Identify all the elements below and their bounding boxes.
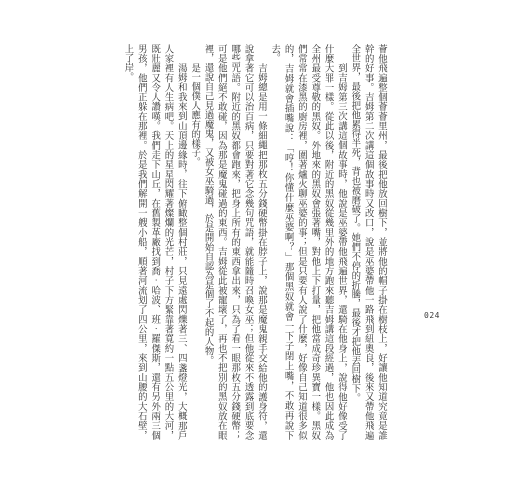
body-text [88, 44, 388, 440]
paragraph-4: 是一個僕人應有的樣子。 [189, 62, 201, 167]
paragraph-5: 湯姆和我來到山頂邊緣時，往下俯瞰整個村莊，只見遠處閃爍著三、四盞燈光，大概那戶人家裡有人生病吧。天上的星星閃耀著燦爛的光芒，村子下方緊靠著寬約一點五公里的大河，既壯麗又令人讚嘆。我們走下山丘，在舊製革廠找到喬‧哈波、班‧羅傑斯，還有另外兩三個男孩，他們正躲在那裡。於是我們解開一艘小船，順著河流划了四公里，來到山腰的大石壁，上了岸。 [122, 44, 187, 440]
paragraph-3: 吉姆總是用一條細繩把那枚五分錢硬幣掛在脖子上，說那是魔鬼親手交給他的護身符，還說拿著它可以治百病，只要對著它念幾句咒語，就能隨時召喚女巫；但他從來不透露到底要念哪些咒語。附近的黑奴都會跑來，把身上所有的東西拿出來，只為了看一眼那枚五分錢硬幣；可是他們絕不敢碰，因為那是魔鬼碰過的東西。吉姆從此被寵壞了，再也不把別的黑奴放在眼裡，還說自己見過魔鬼，又被女巫騎過，於是開始自認為是個了不起的人物。 [202, 44, 267, 440]
paragraph-1: 薈他飛遍整個薈薈里州，最後把他放回樹下，並將他的帽子掛在樹枝上，好讓他知道究竟是誰幹的好事。吉姆第二次講這個故事時又改口，說是巫婆帶他一路飛到紐奧良，後來又帶他飛遍全世界，最後把他累得半死，背也被磨破了。她們不停的折騰，最後才把他丟回樹下。 [349, 44, 387, 440]
paragraph-2: 到吉姆第三次講這個故事時，他說是巫婆帶他飛遍世界，還騎在他身上，說得他好像受了什麼大罪一樣。從此以後，附近的黑奴從幾里外的地方跑來聽吉姆講這段經過，他也因此成為全州最受尊敬的黑奴。外地來的黑奴會張著嘴，對他上下打量，把他當成奇珍異寶一樣。黑奴們常常在漆黑的廚房裡，圍著爐火聊巫婆的事；但是只要有人說了什麼，好像自己知道很多似的，吉姆就會插嘴說：「哼！你懂什麼巫婆啊？」那個黑奴就會一下子閉上嘴，不敢再說下去。 [269, 44, 347, 440]
page-number: 024 [424, 311, 440, 320]
